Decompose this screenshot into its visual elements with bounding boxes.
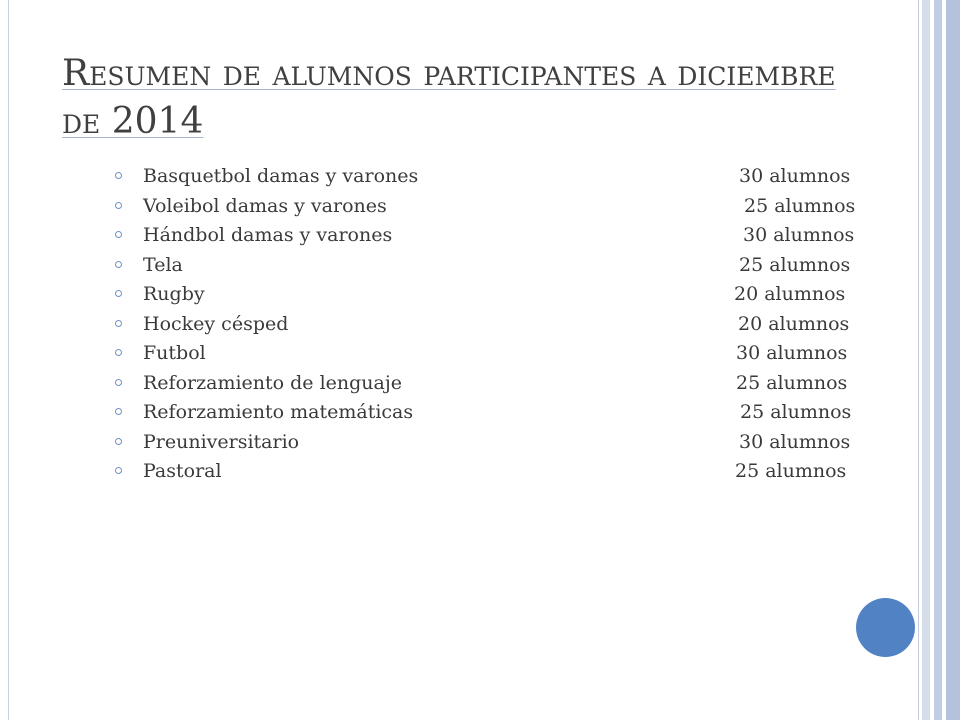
activity-label: Tela <box>143 253 183 276</box>
activity-label: Pastoral <box>143 460 222 482</box>
activity-label: Futbol <box>143 342 206 364</box>
bullet-ring-icon <box>115 202 122 209</box>
student-count: 30 alumnos <box>739 165 851 187</box>
list-item <box>114 339 874 369</box>
slide-title: Resumen de alumnos participantes a diciembre de 2014 <box>62 53 836 142</box>
activity-label: Voleibol damas y varones <box>143 194 387 217</box>
list-item <box>114 398 874 428</box>
activity-label: Preuniversitario <box>143 430 300 453</box>
list-item <box>114 428 874 458</box>
left-border-line <box>8 0 9 720</box>
student-count: 25 alumnos <box>735 460 847 482</box>
list-item <box>114 310 874 340</box>
list-item <box>114 280 874 310</box>
list-item <box>114 221 874 251</box>
list-item <box>114 369 874 399</box>
bullet-ring-icon <box>115 261 122 268</box>
right-decorative-band <box>946 0 960 720</box>
activity-label: Rugby <box>143 283 205 305</box>
student-count: 30 alumnos <box>739 430 851 453</box>
bullet-ring-icon <box>115 172 122 179</box>
student-count: 30 alumnos <box>743 224 855 246</box>
bullet-ring-icon <box>115 290 122 297</box>
activity-label: Basquetbol damas y varones <box>143 165 419 187</box>
bullet-ring-icon <box>115 349 122 356</box>
student-count: 20 alumnos <box>738 312 850 335</box>
right-decorative-band <box>922 0 930 720</box>
student-count: 25 alumnos <box>739 253 851 276</box>
bullet-ring-icon <box>115 408 122 415</box>
bullet-ring-icon <box>115 379 122 386</box>
student-count: 25 alumnos <box>740 401 852 423</box>
bullet-ring-icon <box>115 467 122 474</box>
student-count: 25 alumnos <box>736 371 848 394</box>
activity-label: Reforzamiento matemáticas <box>143 401 414 423</box>
list-item <box>114 251 874 281</box>
activity-label: Hockey césped <box>143 312 289 335</box>
participants-list <box>114 162 874 487</box>
right-decorative-band <box>934 0 942 720</box>
decorative-blue-circle <box>856 598 915 657</box>
list-item <box>114 457 874 487</box>
bullet-ring-icon <box>115 231 122 238</box>
student-count: 30 alumnos <box>736 342 848 364</box>
list-item <box>114 192 874 222</box>
bullet-ring-icon <box>115 438 122 445</box>
student-count: 25 alumnos <box>744 194 856 217</box>
bullet-ring-icon <box>115 320 122 327</box>
student-count: 20 alumnos <box>734 283 846 305</box>
activity-label: Reforzamiento de lenguaje <box>143 371 402 394</box>
activity-label: Hándbol damas y varones <box>143 224 393 246</box>
list-item <box>114 162 874 192</box>
